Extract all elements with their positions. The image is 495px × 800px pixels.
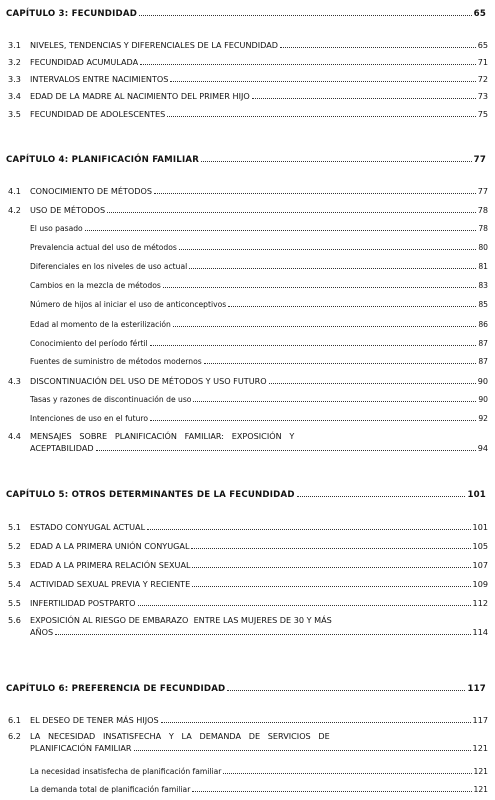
toc-entry xyxy=(8,109,488,119)
entry-page: 87 xyxy=(478,339,488,348)
dot-leader xyxy=(96,450,476,451)
toc-subentry xyxy=(30,243,488,252)
dot-leader xyxy=(139,15,472,16)
dot-leader xyxy=(167,116,475,117)
entry-page: 121 xyxy=(473,767,488,776)
entry-page: 73 xyxy=(477,91,488,101)
entry-label: Fuentes de suministro de métodos modernos xyxy=(30,357,202,366)
entry-page: 92 xyxy=(478,414,488,423)
entry-page: 121 xyxy=(472,742,488,753)
toc-subentry xyxy=(30,320,488,329)
entry-number: 3.4 xyxy=(8,91,21,101)
entry-page: 112 xyxy=(472,598,488,608)
entry-label: INTERVALOS ENTRE NACIMIENTOS xyxy=(30,74,169,84)
entry-page: 114 xyxy=(472,626,488,637)
entry-number: 6.2 xyxy=(8,731,21,741)
entry-page: 77 xyxy=(477,186,488,196)
entry-page: 83 xyxy=(478,281,488,290)
entry-label: EDAD A LA PRIMERA RELACIÓN SEXUAL xyxy=(30,560,191,570)
entry-label: Prevalencia actual del uso de métodos xyxy=(30,243,177,252)
dot-leader xyxy=(227,690,465,691)
entry-label: Número de hijos al iniciar el uso de anticonceptivos xyxy=(30,300,227,309)
dot-leader xyxy=(134,750,471,751)
entry-label: El uso pasado xyxy=(30,224,83,233)
dot-leader xyxy=(204,363,477,364)
entry-number: 5.4 xyxy=(8,579,21,589)
chapter-heading xyxy=(6,155,486,165)
entry-label: EDAD DE LA MADRE AL NACIMIENTO DEL PRIMER HIJO xyxy=(30,91,250,101)
chapter-title: CAPÍTULO 5: OTROS DETERMINANTES DE LA FECUNDIDAD xyxy=(6,490,295,500)
entry-label: ESTADO CONYUGAL ACTUAL xyxy=(30,522,146,532)
entry-label: FECUNDIDAD ACUMULADA xyxy=(30,57,139,67)
entry-page: 78 xyxy=(477,205,488,215)
toc-subentry xyxy=(30,224,488,233)
entry-number: 5.6 xyxy=(8,615,21,625)
toc-entry-multiline xyxy=(8,615,488,638)
entry-label: La necesidad insatisfecha de planificación familiar xyxy=(30,767,222,776)
entry-label: Intenciones de uso en el futuro xyxy=(30,414,149,423)
dot-leader xyxy=(192,586,470,587)
entry-number: 4.1 xyxy=(8,186,21,196)
chapter-page: 117 xyxy=(467,684,486,694)
toc-entry xyxy=(8,579,488,589)
entry-number: 4.3 xyxy=(8,376,21,386)
dot-leader xyxy=(173,326,476,327)
entry-page: 109 xyxy=(472,579,488,589)
dot-leader xyxy=(150,420,476,421)
dot-leader xyxy=(280,47,476,48)
entry-page: 87 xyxy=(478,357,488,366)
dot-leader xyxy=(161,722,471,723)
entry-page: 94 xyxy=(477,442,488,453)
entry-label-line2: ACEPTABILIDAD xyxy=(30,442,94,453)
entry-label: EDAD A LA PRIMERA UNIÓN CONYUGAL xyxy=(30,541,190,551)
dot-leader xyxy=(150,345,477,346)
chapter-page: 65 xyxy=(473,9,486,19)
dot-leader xyxy=(201,161,472,162)
entry-page: 85 xyxy=(478,300,488,309)
entry-label-line2: AÑOS xyxy=(30,626,54,637)
dot-leader xyxy=(140,64,476,65)
entry-page: 105 xyxy=(472,541,488,551)
dot-leader xyxy=(85,230,477,231)
toc-entry xyxy=(8,186,488,196)
entry-label: NIVELES, TENDENCIAS Y DIFERENCIALES DE LA FECUNDIDAD xyxy=(30,40,279,50)
dot-leader xyxy=(252,98,476,99)
entry-label: La demanda total de planificación familiar xyxy=(30,785,191,794)
entry-page: 81 xyxy=(478,262,488,271)
dot-leader xyxy=(138,605,471,606)
dot-leader xyxy=(170,81,475,82)
entry-page: 101 xyxy=(472,522,488,532)
entry-label: EL DESEO DE TENER MÁS HIJOS xyxy=(30,715,159,725)
entry-label: CONOCIMIENTO DE MÉTODOS xyxy=(30,186,152,196)
toc-entry-multiline xyxy=(8,731,488,754)
entry-number: 5.1 xyxy=(8,522,21,532)
dot-leader xyxy=(179,249,476,250)
dot-leader xyxy=(269,383,476,384)
chapter-heading xyxy=(6,9,486,19)
entry-number: 3.5 xyxy=(8,109,21,119)
toc-entry xyxy=(8,598,488,608)
entry-page: 65 xyxy=(477,40,488,50)
toc-entry xyxy=(8,91,488,101)
dot-leader xyxy=(192,567,470,568)
chapter-page: 101 xyxy=(467,490,486,500)
entry-number: 3.3 xyxy=(8,74,21,84)
entry-label-line2: PLANIFICACIÓN FAMILIAR xyxy=(30,742,132,753)
entry-label: Edad al momento de la esterilización xyxy=(30,320,171,329)
dot-leader xyxy=(192,791,471,792)
toc-entry xyxy=(8,57,488,67)
entry-label-line1: EXPOSICIÓN AL RIESGO DE EMBARAZO ENTRE LAS MUJERES DE 30 Y MÁS xyxy=(30,615,332,625)
dot-leader xyxy=(55,634,470,635)
entry-page: 90 xyxy=(477,376,488,386)
toc-entry xyxy=(8,74,488,84)
entry-label: ACTIVIDAD SEXUAL PREVIA Y RECIENTE xyxy=(30,579,191,589)
entry-number: 6.1 xyxy=(8,715,21,725)
toc-entry-multiline xyxy=(8,431,488,454)
entry-number: 3.1 xyxy=(8,40,21,50)
dot-leader xyxy=(163,287,477,288)
entry-page: 107 xyxy=(472,560,488,570)
toc-entry xyxy=(8,376,488,386)
toc-subentry xyxy=(30,339,488,348)
entry-page: 80 xyxy=(478,243,488,252)
entry-number: 5.5 xyxy=(8,598,21,608)
entry-page: 117 xyxy=(472,715,488,725)
toc-entry xyxy=(8,715,488,725)
entry-label: USO DE MÉTODOS xyxy=(30,205,106,215)
entry-page: 71 xyxy=(477,57,488,67)
dot-leader xyxy=(228,306,476,307)
toc-subentry xyxy=(30,262,488,271)
toc-subentry xyxy=(30,395,488,404)
toc-entry xyxy=(8,40,488,50)
dot-leader xyxy=(191,548,470,549)
dot-leader xyxy=(223,773,471,774)
entry-label: FECUNDIDAD DE ADOLESCENTES xyxy=(30,109,166,119)
chapter-title: CAPÍTULO 3: FECUNDIDAD xyxy=(6,9,138,19)
toc-subentry xyxy=(30,357,488,366)
entry-label: DISCONTINUACIÓN DEL USO DE MÉTODOS Y USO FUTURO xyxy=(30,376,267,386)
dot-leader xyxy=(154,193,476,194)
dot-leader xyxy=(147,529,470,530)
dot-leader xyxy=(193,401,476,402)
toc-entry xyxy=(8,522,488,532)
entry-number: 4.4 xyxy=(8,431,21,441)
toc-subentry xyxy=(30,281,488,290)
entry-label-line1: LA NECESIDAD INSATISFECHA Y LA DEMANDA DE SERVICIOS DE xyxy=(30,731,330,741)
dot-leader xyxy=(189,268,476,269)
chapter-title: CAPÍTULO 6: PREFERENCIA DE FECUNDIDAD xyxy=(6,684,226,694)
chapter-page: 77 xyxy=(473,155,486,165)
entry-page: 75 xyxy=(477,109,488,119)
entry-number: 5.2 xyxy=(8,541,21,551)
entry-label-line1: MENSAJES SOBRE PLANIFICACIÓN FAMILIAR: EXPOSICIÓN Y xyxy=(30,431,295,441)
chapter-heading xyxy=(6,684,486,694)
entry-label: INFERTILIDAD POSTPARTO xyxy=(30,598,136,608)
chapter-heading xyxy=(6,490,486,500)
toc-entry xyxy=(8,205,488,215)
dot-leader xyxy=(297,496,466,497)
entry-number: 5.3 xyxy=(8,560,21,570)
toc-subentry xyxy=(30,767,488,776)
entry-number: 4.2 xyxy=(8,205,21,215)
entry-page: 86 xyxy=(478,320,488,329)
entry-page: 72 xyxy=(477,74,488,84)
entry-label: Diferenciales en los niveles de uso actual xyxy=(30,262,188,271)
entry-page: 78 xyxy=(478,224,488,233)
entry-page: 90 xyxy=(478,395,488,404)
toc-subentry xyxy=(30,300,488,309)
entry-label: Cambios en la mezcla de métodos xyxy=(30,281,161,290)
dot-leader xyxy=(107,212,476,213)
toc-entry xyxy=(8,560,488,570)
entry-label: Tasas y razones de discontinuación de uso xyxy=(30,395,192,404)
entry-page: 121 xyxy=(473,785,488,794)
entry-number: 3.2 xyxy=(8,57,21,67)
toc-entry xyxy=(8,541,488,551)
toc-subentry xyxy=(30,785,488,794)
chapter-title: CAPÍTULO 4: PLANIFICACIÓN FAMILIAR xyxy=(6,155,200,165)
toc-subentry xyxy=(30,414,488,423)
entry-label: Conocimiento del período fértil xyxy=(30,339,148,348)
